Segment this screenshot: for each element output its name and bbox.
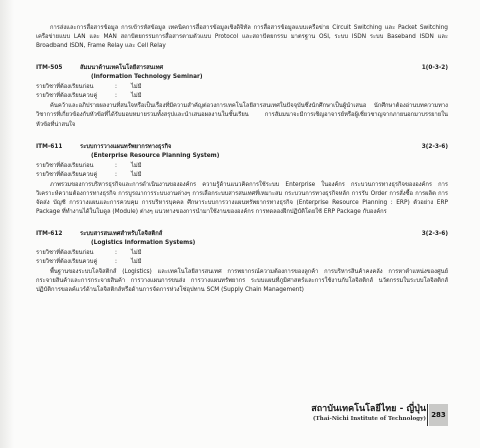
course-name-en: (Information Technology Seminar) <box>91 74 203 81</box>
document-page <box>36 24 448 296</box>
course-description: ค้นคว้าและอภิปรายผลงานที่สนใจหรือเป็นเรื่องที่มีความสำคัญต่อวงการเทคโนโลยีสารสนเทศในปัจจุบันซึ่งนักศึกษาเป็นผู้นำเสนอ นักศึกษาต้องอ่านบทความทางวิชาการที่เกี่ยวข้องกับหัวข้อที่ได้รับมอบหมายรวมทั้งสรุปและนำเสนอผลงานในชั้นเรียน การสัมมนาจะมีการเชิญอาจารย์หรือผู้เชี่ยวชาญจากภายนอกมาบรรยายในหัวข้อที่น่าสนใจ <box>36 103 448 128</box>
colon: : <box>115 84 117 91</box>
prerequisite-value: ไม่มี <box>131 84 142 91</box>
corequisite-value: ไม่มี <box>131 93 142 100</box>
course-block <box>36 64 448 129</box>
corequisite-label: รายวิชาที่ต้องเรียนควบคู่ <box>36 259 98 266</box>
course-credits: 3(2-3-6) <box>421 143 448 150</box>
course-header <box>36 230 448 239</box>
colon: : <box>115 93 117 100</box>
course-block <box>36 143 448 217</box>
institute-name-th: สถาบันเทคโนโลยีไทย - ญี่ปุ่น <box>311 404 426 414</box>
prerequisite-row <box>36 162 448 171</box>
footer-divider <box>427 404 428 426</box>
corequisite-label: รายวิชาที่ต้องเรียนควบคู่ <box>36 93 98 100</box>
course-header <box>36 143 448 152</box>
course-name-th: สัมมนาด้านเทคโนโลยีสารสนเทศ <box>80 65 164 72</box>
page-number: 283 <box>429 404 448 426</box>
course-block <box>36 230 448 295</box>
course-name-th: ระบบการวางแผนทรัพยากรทางธุรกิจ <box>80 143 172 150</box>
course-description: ภาพรวมของการบริหารธุรกิจและการดำเนินงานขององค์กร ความรู้ด้านแนวคิดการใช้ระบบ Enterprise ในองค์กร กระบวนการทางธุรกิจขององค์กร การวิเคราะห์ความต้องการทางธุรกิจ การบูรณาการระบบงานต่างๆ การเลือกระบบสารสนเทศที่เหมาะสม กระบวนการทางธุรกิจหลัก การรับ Order การสั่งซื้อ การผลิต การจัดส่ง บัญชี การวางแผนและการควบคุม การบริหารบุคคล ศึกษาระบบการวางแผนทรัพยากรทางธุรกิจ (Enterprise Resource Planning : ERP) ตัวอย่าง ERP Package ที่ทำงานได้ในโมดูล (Module) ต่างๆ แนวทางของการนำมาใช้งานขององค์กร การทดลองฝึกปฏิบัติโดยใช้ ERP Package กับองค์กร <box>36 181 448 216</box>
intro-paragraph: การส่งและการสื่อสารข้อมูล การเข้ารหัสข้อมูล เทคนิคการสื่อสารข้อมูลเชิงดิจิทัล การสื่อสารข้อมูลแบบเครือข่าย Circuit Switching และ Packet Switching เครือข่ายแบบ LAN และ MAN สถาปัตยกรรมการสื่อสารตามตัวแบบ Protocol และสถาปัตยกรรม มาตรฐาน OSI, ระบบ ISDN ระบบ Baseband ISDN และ Broadband ISDN, Frame Relay และ Cell Relay <box>36 25 448 50</box>
page-gutter-shadow <box>0 0 14 448</box>
course-header <box>36 64 448 73</box>
course-credits: 3(2-3-6) <box>421 231 448 238</box>
course-code: ITM-611 <box>36 143 63 150</box>
prerequisite-label: รายวิชาที่ต้องเรียนก่อน <box>36 250 94 257</box>
corequisite-row <box>36 171 448 180</box>
corequisite-value: ไม่มี <box>131 259 142 266</box>
colon: : <box>115 171 117 178</box>
course-description: พื้นฐานของระบบโลจิสติกส์ (Logistics) และเทคโนโลยีสารสนเทศ การพยากรณ์ความต้องการของลูกค้า การบริหารสินค้าคงคลัง การหาตำแหน่งของศูนย์กระจายสินค้าและการกระจายสินค้า การวางแผนการขนส่ง การวางแผนทรัพยากร ระบบแผนที่ภูมิศาสตร์และการใช้งานกับโลจิสติกส์ นวัตกรรมในระบบโลจิสติกส์ ปฏิบัติการขอลค์แวร์ด้านโลจิสติกส์หรือด้านการจัดการห่วงโซ่อุปทาน SCM (Supply Chain Management) <box>36 269 448 294</box>
colon: : <box>115 250 117 257</box>
prerequisite-value: ไม่มี <box>131 162 142 169</box>
corequisite-value: ไม่มี <box>131 171 142 178</box>
prerequisite-label: รายวิชาที่ต้องเรียนก่อน <box>36 84 94 91</box>
course-name-th: ระบบสารสนเทศสำหรับโลจิสติกส์ <box>80 231 163 238</box>
colon: : <box>115 162 117 169</box>
course-code: ITM-612 <box>36 231 63 238</box>
corequisite-row <box>36 258 448 267</box>
institute-footer <box>270 404 426 423</box>
course-code: ITM-505 <box>36 65 63 72</box>
course-credits: 1(0-3-2) <box>421 65 448 72</box>
prerequisite-label: รายวิชาที่ต้องเรียนก่อน <box>36 162 94 169</box>
corequisite-row <box>36 92 448 101</box>
corequisite-label: รายวิชาที่ต้องเรียนควบคู่ <box>36 171 98 178</box>
course-name-en: (Logistics Information Systems) <box>91 240 196 247</box>
prerequisite-row <box>36 249 448 258</box>
colon: : <box>115 259 117 266</box>
prerequisite-value: ไม่มี <box>131 250 142 257</box>
course-name-en: (Enterprise Resource Planning System) <box>91 152 220 159</box>
institute-name-en: (Thai-Nichi Institute of Technology) <box>312 416 426 422</box>
prerequisite-row <box>36 83 448 92</box>
